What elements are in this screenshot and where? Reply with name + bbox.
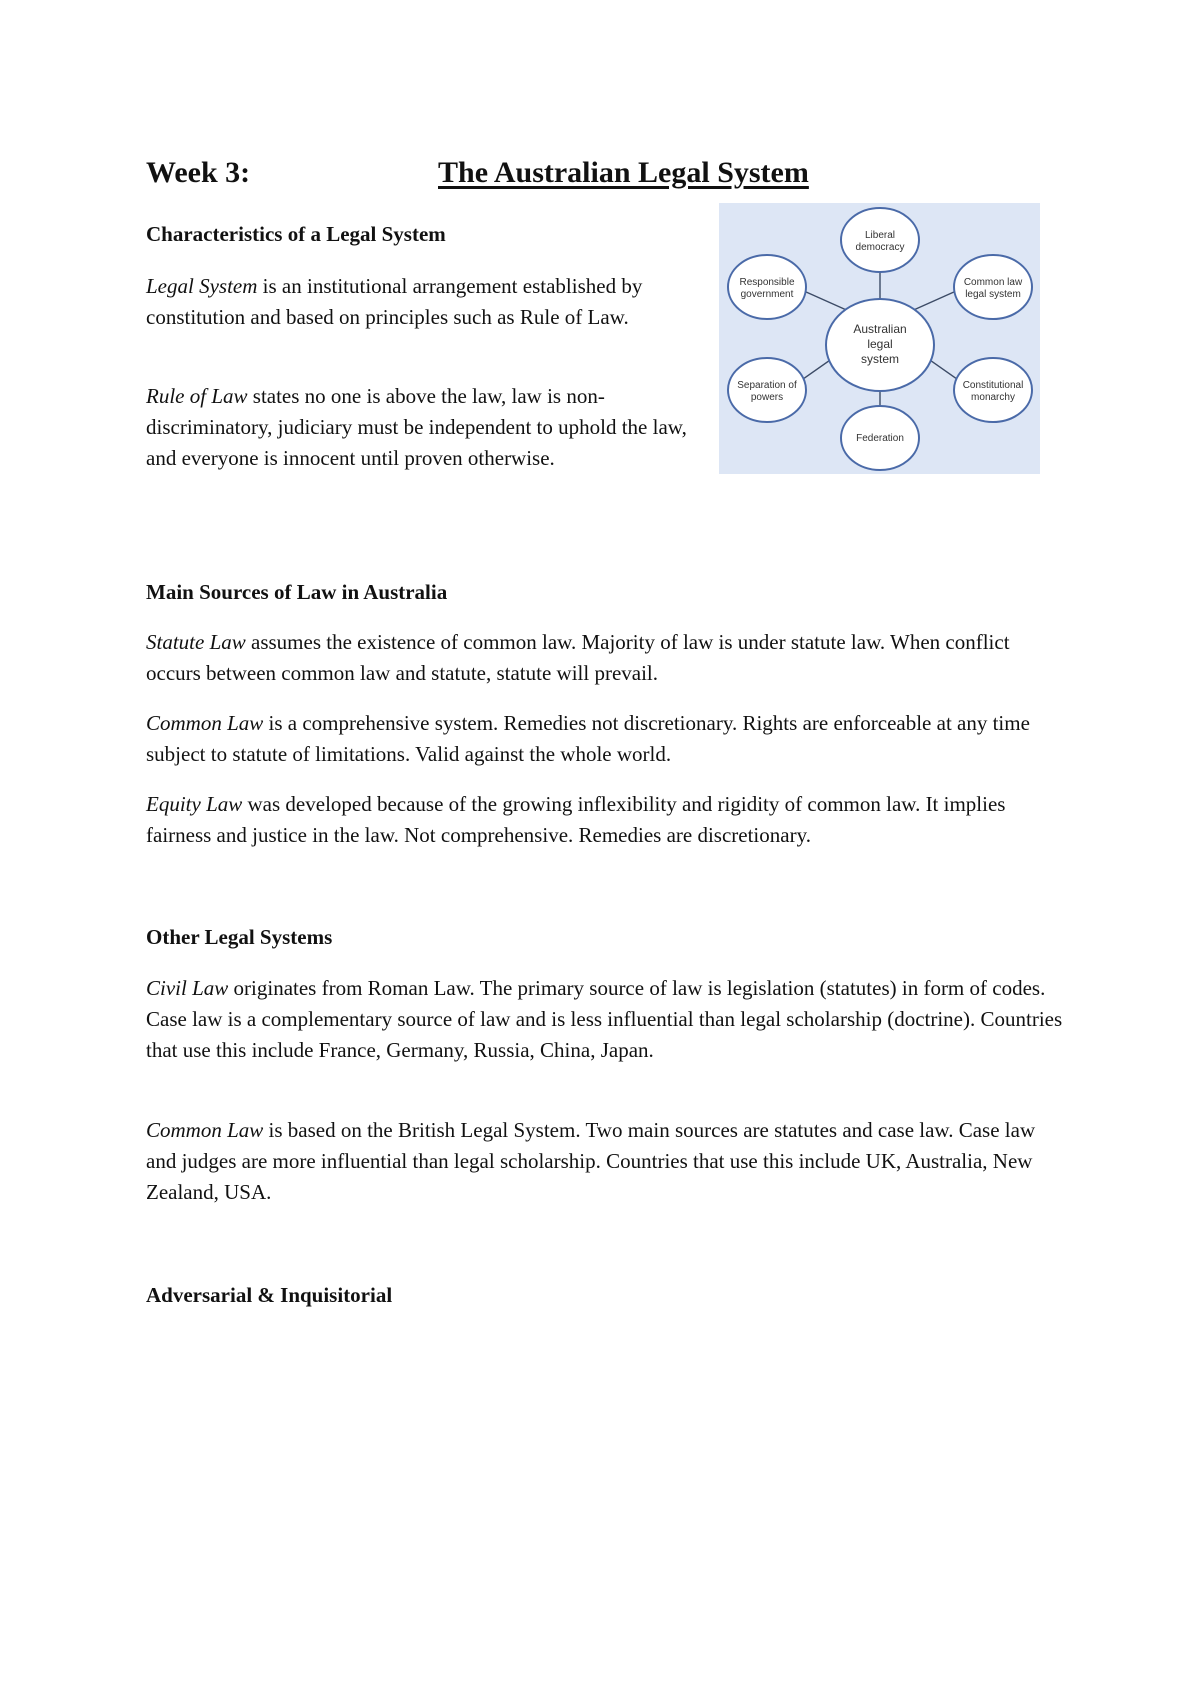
heading-adversarial-inquisitorial: Adversarial & Inquisitorial: [146, 1283, 393, 1307]
paragraph-civil-law: [146, 973, 1066, 1066]
term-rule-of-law: Rule of Law: [146, 384, 248, 408]
heading-other-legal-systems: Other Legal Systems: [146, 925, 333, 949]
text-civil-law: originates from Roman Law. The primary source of law is legislation (statutes) in form of codes. Case law is a complementary source of law and is less influential than legal scholarship (doctrine). Countries that use this include France, Germany, Russia, China, Japan.: [146, 976, 1063, 1062]
document-title: The Australian Legal System: [438, 156, 809, 189]
heading-characteristics: Characteristics of a Legal System: [146, 222, 446, 246]
label-top-left-2: government: [740, 289, 794, 300]
paragraph-common-law-british: [146, 1115, 1066, 1208]
page-title: [146, 156, 1086, 200]
term-statute-law: Statute Law: [146, 630, 246, 654]
paragraph-legal-system: [146, 271, 706, 333]
label-bottom-left-1: Separation of: [737, 380, 797, 391]
text-common-law: is a comprehensive system. Remedies not discretionary. Rights are enforceable at any time subject to statute of limitations. Valid against the whole world.: [146, 711, 1030, 766]
text-legal-system: is an institutional arrangement established by constitution and based on principles such as Rule of Law.: [146, 274, 643, 329]
paragraph-common-law: [146, 708, 1066, 770]
label-top-1: Liberal: [864, 230, 896, 241]
text-equity-law: was developed because of the growing inflexibility and rigidity of common law. It implies fairness and justice in the law. Not comprehensive. Remedies are discretionary.: [146, 792, 1006, 847]
legal-system-diagram: [719, 203, 1040, 474]
term-common-law-british: Common Law: [146, 1118, 264, 1142]
term-civil-law: Civil Law: [146, 976, 229, 1000]
paragraph-rule-of-law: [146, 381, 706, 474]
term-legal-system: Legal System: [146, 274, 258, 298]
label-top-2: democracy: [855, 242, 905, 253]
paragraph-equity-law: [146, 789, 1066, 851]
text-statute-law: assumes the existence of common law. Majority of law is under statute law. When conflict occurs between common law and statute, statute will prevail.: [146, 630, 1010, 685]
label-top-right-1: Common law: [963, 277, 1023, 288]
label-center-3: system: [860, 352, 900, 366]
text-rule-of-law: states no one is above the law, law is non-discriminatory, judiciary must be independent to uphold the law, and everyone is innocent until proven otherwise.: [146, 384, 687, 470]
week-label: Week 3:: [146, 156, 251, 189]
term-equity-law: Equity Law: [146, 792, 243, 816]
text-common-law-british: is based on the British Legal System. Two main sources are statutes and case law. Case law and judges are more influential than legal scholarship. Countries that use this include UK, Australia, New Zealand, USA.: [146, 1118, 1036, 1204]
label-top-left-1: Responsible: [739, 277, 795, 288]
label-bottom-left-2: powers: [750, 392, 784, 403]
term-common-law: Common Law: [146, 711, 264, 735]
label-bottom-right-2: monarchy: [971, 392, 1015, 403]
heading-main-sources: Main Sources of Law in Australia: [146, 580, 448, 604]
label-center-1: Australian: [853, 322, 907, 336]
paragraph-statute-law: [146, 627, 1066, 689]
label-top-right-2: legal system: [965, 289, 1021, 300]
label-bottom-1: Federation: [856, 433, 904, 444]
label-bottom-right-1: Constitutional: [962, 380, 1024, 391]
label-center-2: legal: [867, 337, 893, 351]
